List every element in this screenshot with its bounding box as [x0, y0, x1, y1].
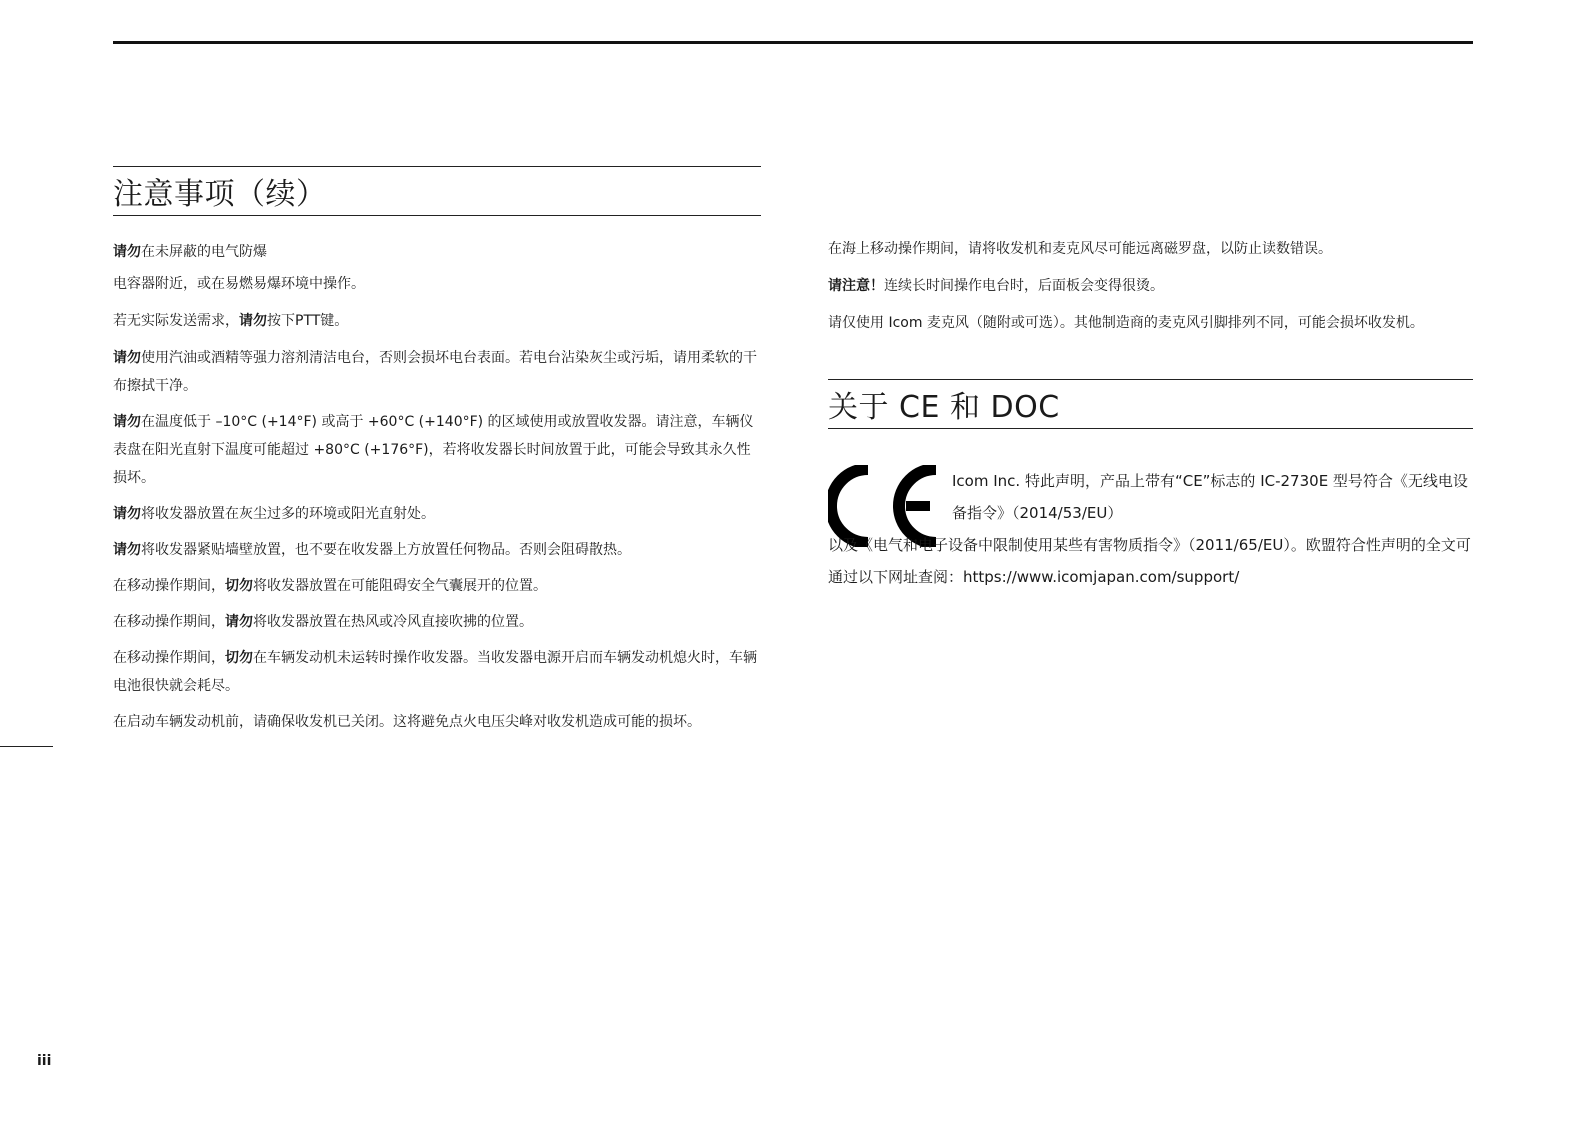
precaution-item — [113, 270, 761, 298]
precaution-prefix: 在移动操作期间， — [113, 614, 225, 630]
side-rule — [0, 746, 53, 747]
precaution-item — [113, 344, 761, 400]
precaution-item — [113, 500, 761, 528]
page-number: iii — [37, 1053, 52, 1069]
section-title: 关于 CE 和 DOC — [828, 390, 1060, 425]
precaution-text: 将收发器放置在热风或冷风直接吹拂的位置。 — [253, 614, 533, 630]
precaution-text: 在车辆发动机未运转时操作收发器。当收发器电源开启而车辆发动机熄火时，车辆电池很快就会耗尽。 — [113, 650, 757, 694]
precaution-item — [113, 572, 761, 600]
precaution-text: 将收发器放置在灰尘过多的环境或阳光直射处。 — [141, 506, 435, 522]
precaution-prefix: 在移动操作期间， — [113, 578, 225, 594]
precaution-item — [113, 644, 761, 700]
precaution-text: 按下PTT键。 — [267, 313, 349, 329]
precaution-item — [113, 307, 761, 335]
precaution-text: 在启动车辆发动机前，请确保收发机已关闭。这将避免点火电压尖峰对收发机造成可能的损坏。 — [113, 714, 701, 730]
ce-statement: Icom Inc. 特此声明，产品上带有“CE”标志的 IC-2730E 型号符合《无线电设备指令》（2014/53/EU） — [952, 472, 1468, 522]
left-column — [113, 166, 761, 736]
emphasis: 请勿 — [113, 542, 141, 558]
emphasis: 请勿 — [113, 350, 141, 366]
ce-declaration — [828, 465, 1473, 586]
ce-statement-continued: 以及《电气和电子设备中限制使用某些有害物质指令》（2011/65/EU）。欧盟符合性声明的全文可通过以下网址查阅：https://www.icomjapan.com/support/ — [828, 536, 1471, 586]
precaution-text: 在未屏蔽的电气防爆 — [141, 244, 267, 260]
precaution-item — [828, 272, 1473, 300]
precaution-text: 电容器附近，或在易燃易爆环境中操作。 — [113, 276, 365, 292]
precaution-item — [113, 536, 761, 564]
precaution-prefix: 在移动操作期间， — [113, 650, 225, 666]
top-rule — [113, 41, 1473, 44]
emphasis: 请勿 — [225, 614, 253, 630]
precaution-item — [113, 608, 761, 636]
precaution-text: 将收发器放置在可能阻碍安全气囊展开的位置。 — [253, 578, 547, 594]
precaution-item — [828, 309, 1473, 337]
precaution-item — [113, 408, 761, 492]
precaution-text: 在海上移动操作期间，请将收发机和麦克风尽可能远离磁罗盘，以防止读数错误。 — [828, 241, 1332, 257]
precaution-text: 请仅使用 Icom 麦克风（随附或可选）。其他制造商的麦克风引脚排列不同，可能会损坏收发机。 — [828, 315, 1424, 331]
emphasis: 请勿 — [113, 414, 141, 430]
emphasis: 请勿 — [239, 313, 267, 329]
emphasis: 请勿 — [113, 506, 141, 522]
precaution-item — [828, 235, 1473, 263]
precaution-text: 在温度低于 –10°C (+14°F) 或高于 +60°C (+140°F) 的区域使用或放置收发器。请注意，车辆仪表盘在阳光直射下温度可能超过 +80°C (+176°F)，若将收发器长时间放置于此，可能会导致其永久性损坏。 — [113, 414, 754, 486]
emphasis: 切勿 — [225, 578, 253, 594]
section-title: 注意事项（续） — [113, 177, 327, 212]
precaution-text: 将收发器紧贴墙壁放置，也不要在收发器上方放置任何物品。否则会阻碍散热。 — [141, 542, 631, 558]
precaution-item — [113, 708, 761, 736]
precaution-prefix: 若无实际发送需求， — [113, 313, 239, 329]
precaution-item — [113, 238, 761, 266]
section-header-ce-doc — [828, 379, 1473, 429]
section-header-precautions — [113, 166, 761, 216]
emphasis: 请勿 — [113, 244, 141, 260]
emphasis: 请注意！ — [828, 278, 884, 294]
emphasis: 切勿 — [225, 650, 253, 666]
precaution-text: 连续长时间操作电台时，后面板会变得很烫。 — [884, 278, 1164, 294]
precaution-text: 使用汽油或酒精等强力溶剂清洁电台，否则会损坏电台表面。若电台沾染灰尘或污垢，请用柔软的干布擦拭干净。 — [113, 350, 757, 394]
right-column — [828, 160, 1473, 586]
